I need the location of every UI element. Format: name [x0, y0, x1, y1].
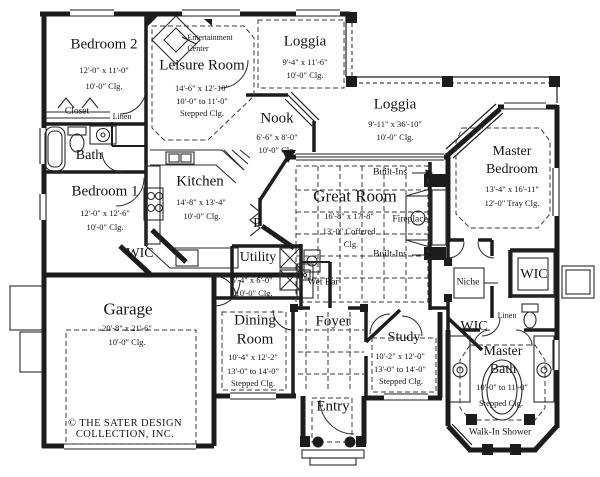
room-clg-utility: 10'-0" Clg. — [235, 287, 273, 298]
room-dim-nook: 6'-6" x 8'-0" — [256, 131, 298, 142]
label-built-ins-top: Built-Ins — [373, 167, 407, 178]
room-dim-kitchen: 14'-8" x 13'-4" — [176, 196, 226, 207]
room-clg1-master-bath: 10'-0" to 11'-0" — [476, 381, 528, 392]
room-dim-dining: 10'-4" x 12'-2" — [228, 351, 278, 362]
room-label-utility: Utility — [239, 250, 277, 265]
label-linen-hall: Linen — [112, 112, 132, 121]
room-label-garage: Garage — [103, 299, 153, 319]
room-dim-loggia-top: 9'-4" x 11'-6" — [282, 56, 328, 67]
room-dim-leisure: 14'-6" x 12'-10" — [175, 82, 229, 93]
label-fireplace: Fireplace — [392, 214, 428, 225]
room-clg-garage: 10'-0" Clg. — [108, 336, 146, 347]
room-label-master-bedroom-1: Master — [492, 144, 532, 159]
room-clg1-dining: 13'-0" to 14'-0" — [226, 365, 280, 376]
room-clg2-study: Stepped Clg. — [379, 375, 423, 386]
ceiling-dashed-lines — [66, 20, 550, 444]
label-walk-in-shower: Walk-In Shower — [468, 427, 532, 438]
room-dim-great-room: 16'-8" x 17'-8" — [324, 210, 374, 221]
room-label-loggia-top: Loggia — [283, 33, 327, 50]
room-dim-study: 10'-2" x 12'-0" — [375, 350, 425, 361]
room-label-loggia-side: Loggia — [373, 96, 417, 113]
room-label-nook: Nook — [260, 110, 294, 127]
label-wic-master-b: WIC — [460, 319, 488, 334]
loggia-columns — [346, 12, 560, 87]
room-dim-loggia-side: 9'-11" x 36'-10" — [368, 118, 422, 129]
room-clg1-leisure: 10'-0" to 11'-0" — [176, 95, 228, 106]
room-clg-bedroom2: 10'-0" Clg. — [85, 80, 123, 91]
copyright-line-2: COLLECTION, INC. — [75, 428, 175, 440]
room-clg-master-bedroom: 12'-0" Tray Clg. — [484, 197, 540, 208]
room-clg2-great-room: Clg. — [343, 238, 359, 249]
copyright-line-1: © THE SATER DESIGN — [68, 417, 182, 429]
room-label-study: Study — [387, 330, 421, 345]
room-clg1-study: 13'-0" to 14'-0" — [373, 363, 427, 374]
label-wic-bedroom1: WIC — [126, 246, 154, 261]
room-label-dining-1: Dining — [234, 312, 276, 329]
room-clg-loggia-top: 10'-0" Clg. — [286, 69, 324, 80]
room-clg2-leisure: Stepped Clg. — [180, 107, 224, 118]
label-pantry: P — [253, 216, 261, 231]
room-clg1-great-room: 13'-0" Coffered — [322, 225, 376, 236]
label-entertainment-1: Entertainment — [187, 33, 233, 42]
room-clg2-dining: Stepped Clg. — [231, 377, 275, 388]
label-built-ins-bottom: Built-Ins — [373, 249, 407, 260]
room-clg-nook: 10'-0" Clg. — [258, 144, 296, 155]
room-label-master-bedroom-2: Bedroom — [485, 162, 539, 177]
label-entertainment-2: Center — [187, 44, 209, 53]
room-label-great-room: Great Room — [313, 186, 397, 206]
loggia-edge — [346, 16, 559, 103]
label-linen-master: Linen — [497, 311, 517, 320]
room-label-bedroom1: Bedroom 1 — [71, 183, 139, 200]
room-label-master-bath-1: Master — [483, 344, 523, 359]
room-dim-bedroom2: 12'-0" x 11'-0" — [79, 64, 129, 75]
room-label-leisure: Leisure Room — [159, 57, 245, 74]
room-label-bath: Bath — [75, 148, 103, 163]
label-wic-master-a: WIC — [520, 267, 548, 282]
room-dim-garage: 20'-8" x 21'-6" — [102, 322, 152, 333]
room-dim-utility: 6'-4" x 6'-0" — [231, 274, 273, 285]
label-closet: Closet — [64, 106, 90, 117]
room-clg-kitchen: 10'-0" Clg. — [183, 210, 221, 221]
room-label-bedroom2: Bedroom 2 — [70, 36, 138, 53]
room-label-dining-2: Room — [236, 331, 274, 348]
room-label-master-bath-2: Bath — [489, 362, 517, 377]
room-dim-master-bedroom: 13'-4" x 16'-11" — [485, 183, 539, 194]
label-niche: Niche — [456, 277, 480, 288]
room-clg-bedroom1: 10'-0" Clg. — [86, 221, 124, 232]
room-dim-bedroom1: 12'-0" x 12'-6" — [80, 207, 130, 218]
room-label-foyer: Foyer — [315, 313, 351, 330]
room-label-kitchen: Kitchen — [176, 173, 224, 190]
room-label-entry: Entry — [316, 398, 350, 415]
label-wet-bar: Wet Bar — [307, 277, 339, 288]
room-clg-loggia-side: 10'-0" Clg. — [376, 131, 414, 142]
room-clg2-master-bath: Stepped Clg. — [479, 397, 523, 408]
